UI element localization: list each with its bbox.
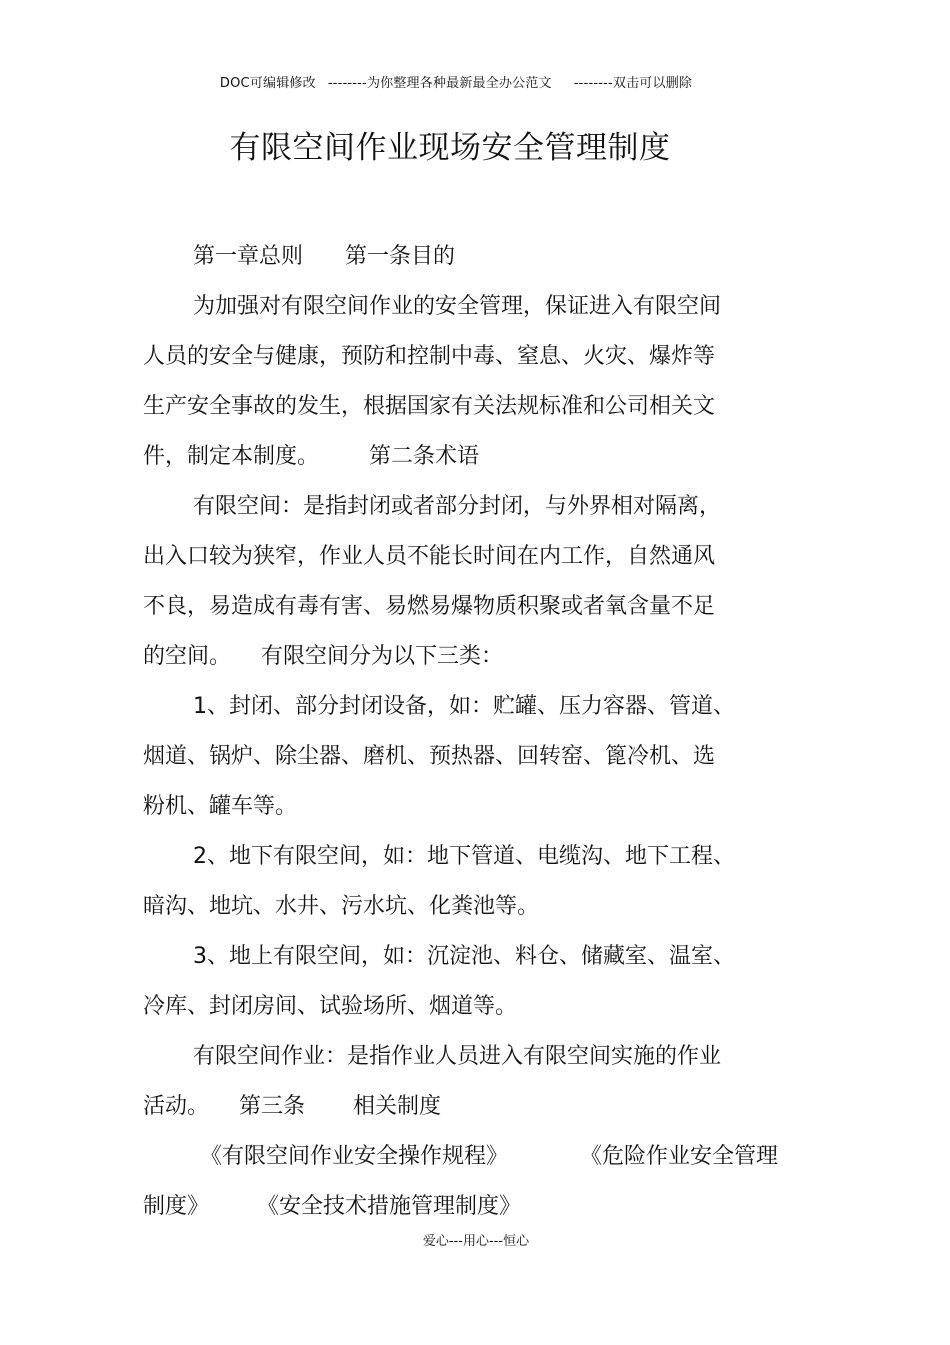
article-2-title: 第二条术语 [369,444,480,469]
header-delete-note: --------双击可以删除 [573,76,693,91]
paragraph-line: 有限空间作业：是指作业人员进入有限空间实施的作业 [193,1044,722,1069]
paragraph-text: 活动。 [143,1094,210,1119]
list-item: 2、地下有限空间，如：地下管道、电缆沟、地下工程、 [193,844,735,869]
paragraph-line [200,1142,778,1172]
paragraph-text: 有限空间分为以下三类： [261,644,504,669]
related-regulation: 制度》 [143,1194,210,1219]
paragraph-line: 不良，易造成有毒有害、易燃易爆物质积聚或者氧含量不足 [143,594,716,619]
paragraph-line: 为加强对有限空间作业的安全管理，保证进入有限空间 [193,294,722,319]
paragraph-line: 生产安全事故的发生，根据国家有关法规标准和公司相关文 [143,394,716,419]
article-1-title: 第一条目的 [345,244,456,269]
paragraph-line [143,1192,521,1222]
page-header [0,72,912,91]
paragraph-line [143,1092,441,1122]
paragraph-line: 暗沟、地坑、水井、污水坑、化粪池等。 [143,894,540,919]
chapter-title: 第一章总则 [193,244,304,269]
paragraph-text: 相关制度 [353,1094,442,1119]
page-footer: 爱心---用心---恒心 [422,1234,530,1249]
document-title: 有限空间作业现场安全管理制度 [229,130,671,166]
paragraph-line [143,442,479,472]
paragraph-text: 件，制定本制度。 [143,444,320,469]
article-3-title: 第三条 [239,1094,306,1119]
paragraph-line: 粉机、罐车等。 [143,794,298,819]
related-regulation: 《有限空间作业安全操作规程》 [200,1144,509,1169]
list-item: 3、地上有限空间，如：沉淀池、料仓、储藏室、温室、 [193,944,735,969]
paragraph-line [143,642,503,672]
header-doc-note: DOC可编辑修改 [219,76,316,91]
related-regulation: 《危险作业安全管理 [580,1144,779,1169]
paragraph-line: 有限空间：是指封闭或者部分封闭，与外界相对隔离， [193,494,722,519]
paragraph-line: 人员的安全与健康，预防和控制中毒、窒息、火灾、爆炸等 [143,344,716,369]
paragraph-line: 出入口较为狭窄，作业人员不能长时间在内工作，自然通风 [143,544,716,569]
header-template-note: --------为你整理各种最新最全办公范文 [327,76,552,91]
related-regulation: 《安全技术措施管理制度》 [257,1194,522,1219]
paragraph-text: 的空间。 [143,644,232,669]
chapter-heading [193,242,455,272]
list-item: 1、封闭、部分封闭设备，如：贮罐、压力容器、管道、 [193,694,735,719]
paragraph-line: 烟道、锅炉、除尘器、磨机、预热器、回转窑、篦冷机、选 [143,744,716,769]
paragraph-line: 冷库、封闭房间、试验场所、烟道等。 [143,994,518,1019]
